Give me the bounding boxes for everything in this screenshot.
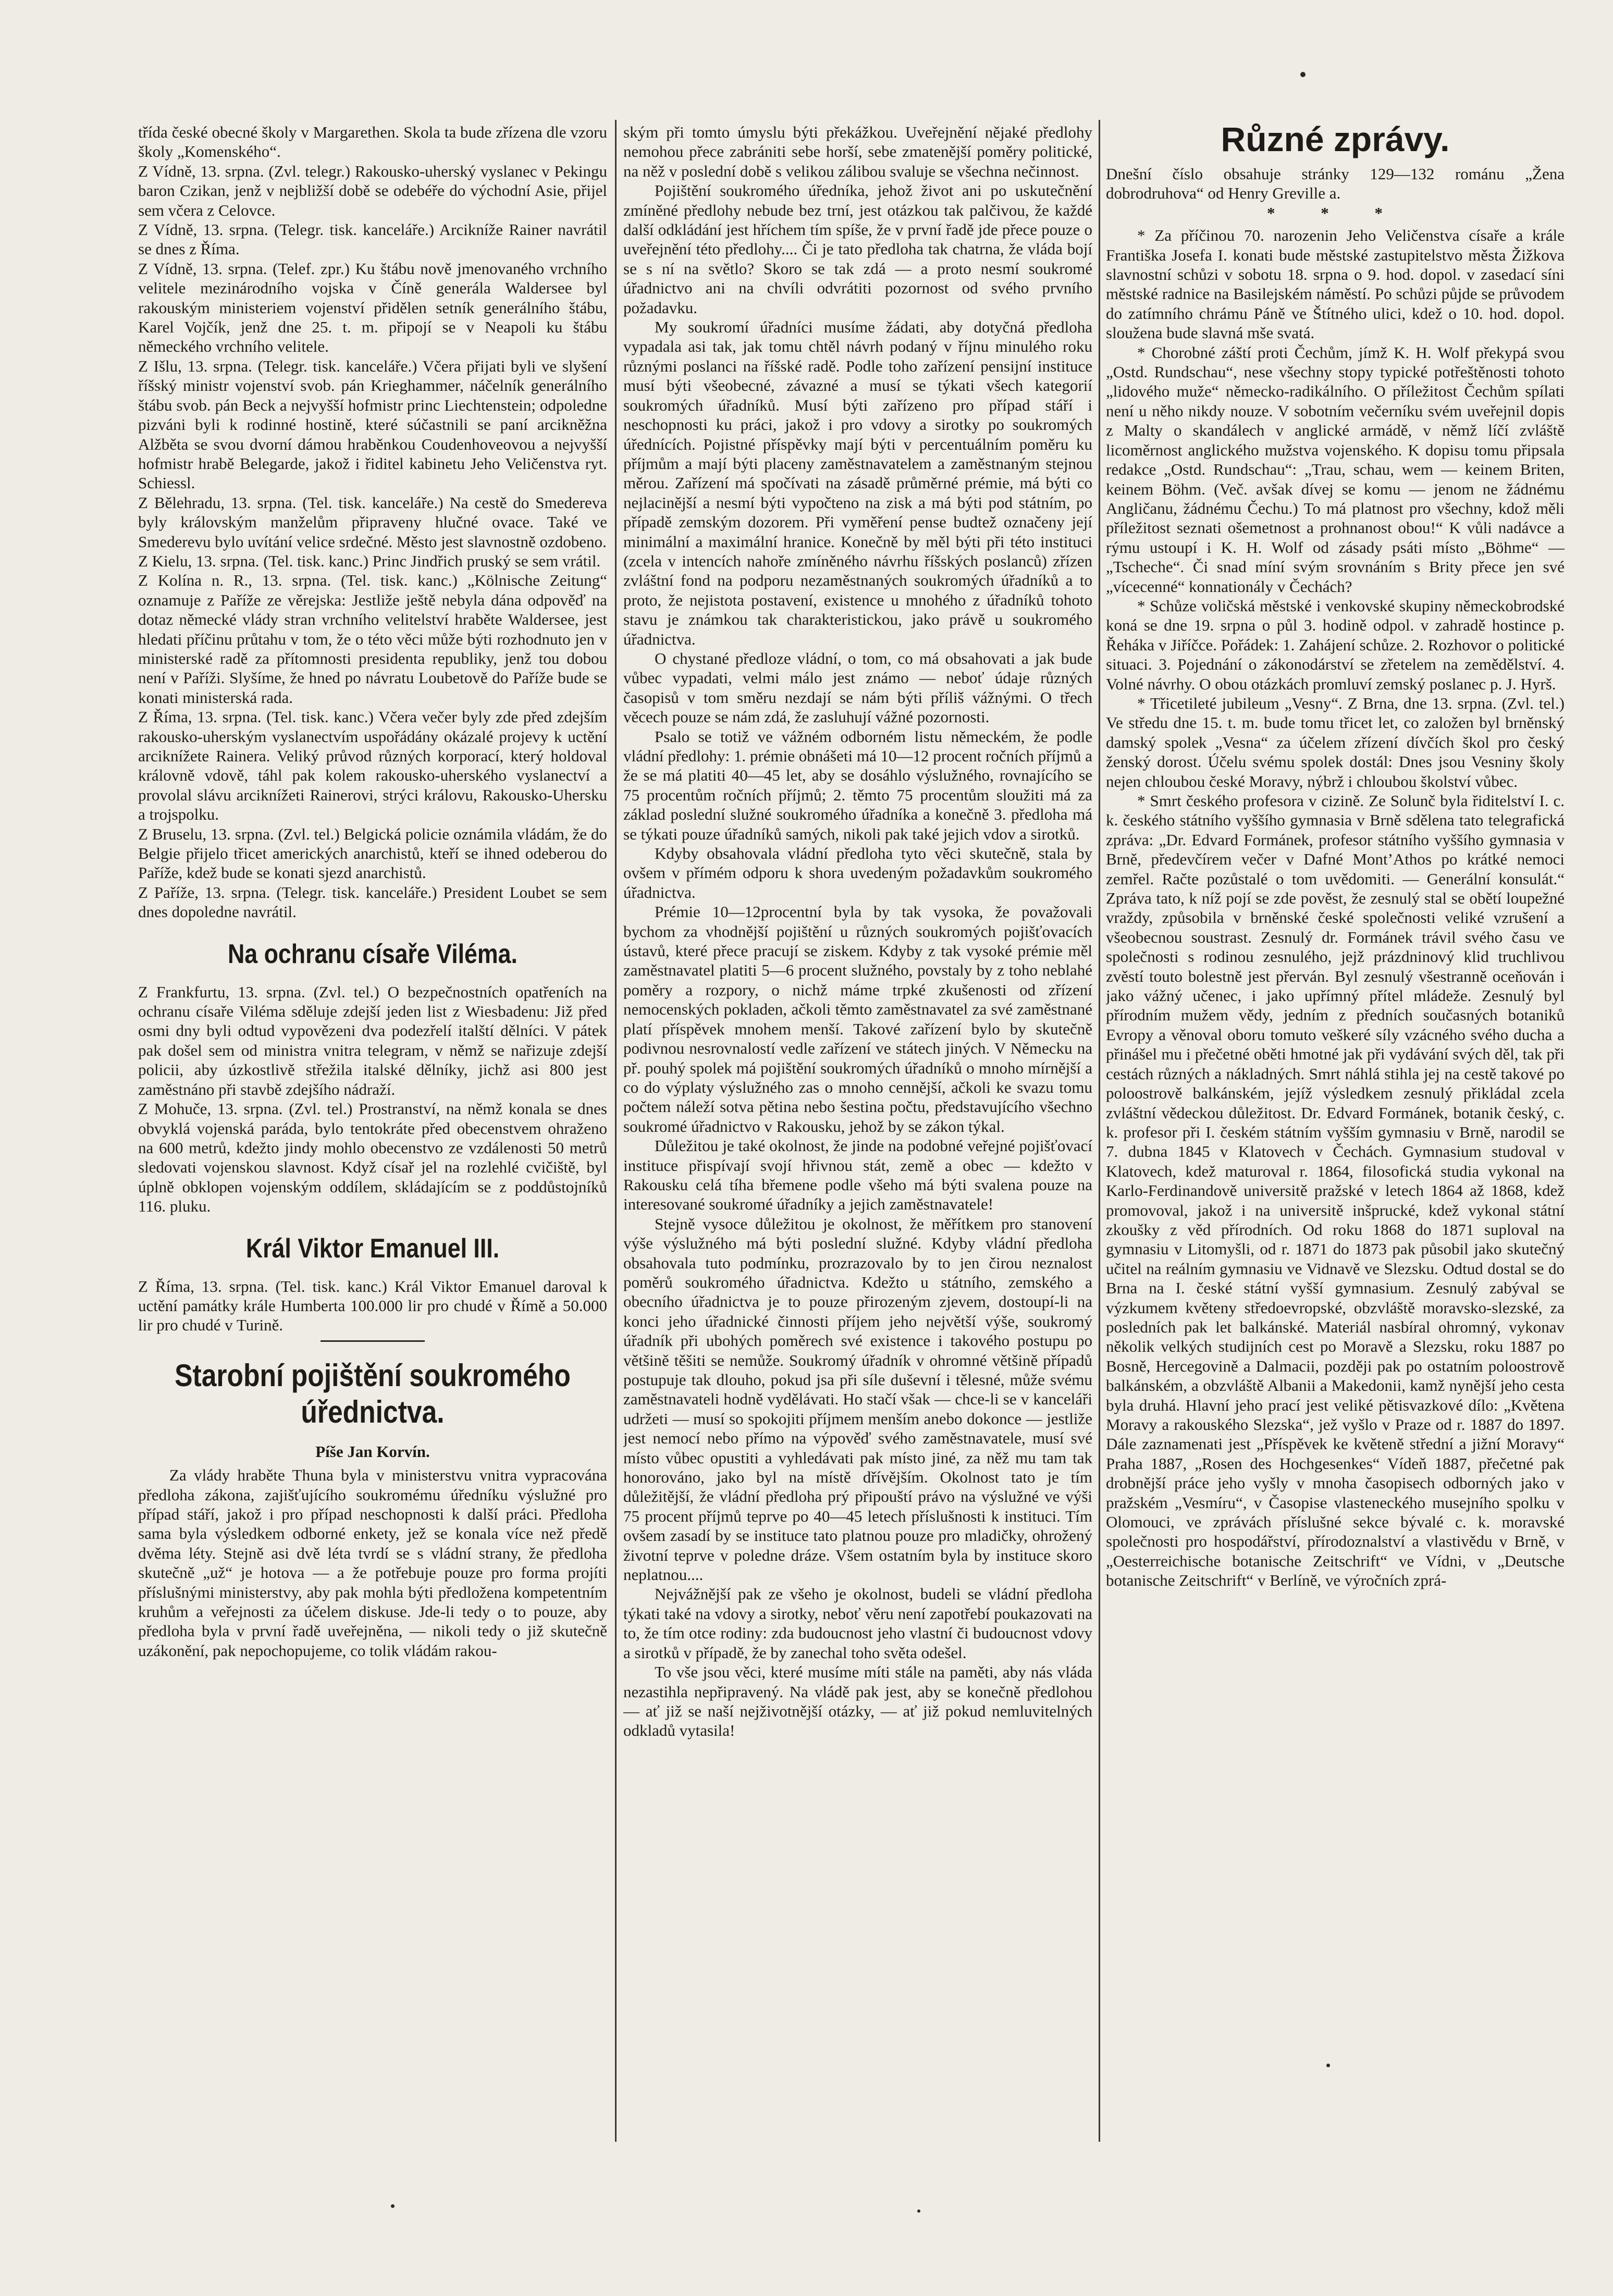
news-paragraph: Z Vídně, 13. srpna. (Telegr. tisk. kanceláře.) Arcikníže Rainer navrátil se dnes z Říma. <box>138 220 607 258</box>
section-divider <box>321 1340 425 1342</box>
news-paragraph: Z Mohuče, 13. srpna. (Zvl. tel.) Prostranství, na němž konala se dnes obvyklá vojenská paráda, bylo tentokráte před obecenstvem ohraženo na 600 metrů, kdežto jindy mohlo obecenstvo ze vzdálenosti 50 metrů sledovati vojenskou slavnost. Když císař jel na rozlehlé cvičiště, byl úplně obklopen vojenským oddílem, skládajícím se z poddůstojníků 116. pluku. <box>138 1100 607 1216</box>
news-paragraph: Z Kolína n. R., 13. srpna. (Tel. tisk. kanc.) „Kölnische Zeitung“ oznamuje z Paříže ze věrejska: Jestliže ještě nebyla dána odpověď na dotaz německé vlády stran vrchního velitelství hraběte Waldersee, jest hledati příčinu průtahu v tom, že o této věci může býti rozhodnuto jen v ministerské radě za přítomnosti presidenta republiky, jenž tou dobou není v Paříži. Slyšíme, že hned po návratu Loubetově do Paříže bude se konati ministerská rada. <box>138 571 607 707</box>
news-paragraph: Z Išlu, 13. srpna. (Telegr. tisk. kanceláře.) Včera přijati byli ve slyšení říšský ministr vojenství svob. pán Krieghammer, náčelník generálního štábu svob. pán Beck a nejvyšší hofmistr princ Liechtenstein; odpoledne pizváni byli k rodinné hostině, které súčastnili se paní arcikněžna Alžběta se svou dvorní dámou hraběnkou Coudenhoveovou a nejvyšší hofmistr hrabě Belegarde, jakož i řiditel kabinetu Jeho Veličenstva ryt. Schiessl. <box>138 356 607 492</box>
news-paragraph: * Za příčinou 70. narozenin Jeho Veličenstva císaře a krále Františka Josefa I. konati bude městské zastupitelstvo města Žižkova slavnostní schůzi v sobotu 18. srpna o 9. hod. dopol. v zasedací síni městské radnice na Basilejském náměstí. Po schůzi půjde se průvodem do zatímního chrámu Páně ve Štítného ulici, kdež o 10. hod. dopol. sloužena bude slavná mše svatá. <box>1106 226 1565 342</box>
section-headline: Starobní pojištění soukromého úřednictva. <box>175 1357 571 1429</box>
print-speck <box>1326 2064 1330 2067</box>
print-speck <box>1300 72 1306 77</box>
news-paragraph: Nejvážnější pak ze všeho je okolnost, budeli se vládní předloha týkati také na vdovy a sirotky, neboť věru není zapotřebí poukazovati na to, že tím otce rodiny: zda budoucnost jeho vlastní či budoucnost vdovy a sirotků v případě, že by zanechal toho světa odešel. <box>623 1585 1092 1662</box>
news-paragraph: Psalo se totiž ve vážném odborném listu německém, že podle vládní předlohy: 1. prémie obnášeti má 10—12 procent ročních příjmů a že se má platiti 40—45 let, aby se dosáhlo výslužného, rovnajícího se 75 procentům ročních příjmů; 2. těmto 75 procentům sloužiti má za základ poslední služné soukromého úřadníka a konečně 3. předloha má se týkati pouze úřadníků samých, nikoli pak také jejich vdov a sirotků. <box>623 727 1092 843</box>
news-paragraph: ským při tomto úmyslu býti překážkou. Uveřejnění nějaké předlohy nemohou přece zabrániti sebe horší, sebe zmatenější poměry politické, na něž v poslední době s velikou zálibou svaluje se všechna nečinnost. <box>623 123 1092 180</box>
asterisk-separator: * * * <box>1267 203 1403 222</box>
news-paragraph: Z Bělehradu, 13. srpna. (Tel. tisk. kanceláře.) Na cestě do Smedereva byly královským manželům připraveny hlučné ovace. Také ve Smederevu bylo uvítání velice srdečné. Město jest slavnostně ozdobeno. <box>138 493 607 551</box>
news-paragraph: My soukromí úřadníci musíme žádati, aby dotyčná předloha vypadala asi tak, jak tomu chtěl návrh podaný v říjnu minulého roku různými poslanci na říšské radě. Podle toho zařízení pensijní instituce musí býti všeobecné, závazné a musí se týkati všech kategorií soukromých úřadníků. Musí býti zařízeno pro případ stáří i neschopnosti ku práci, jakož i pro vdovy a sirotky po soukromých úřednících. Pojistné příspěvky mají býti v percentuálním poměru ku příjmům a mají býti placeny zaměstnavatelem a zaměstnaným stejnou měrou. Zařízení má spočívati na zásadě průměrné prémie, má býti co nejlacinější a nesmí býti vypočteno na zisk a má býti pod státním, po případě zemským dozorem. Při vyměření pense budtež označeny její minimální a maximální hranice. Konečně by měl býti při této instituci (zcela v intencích nahoře zmíněného návrhu říšských poslanců) zřízen zvláštní fond na podporu nezaměstnaných soukromých úřadníků a to proto, že nejistota postavení, existence u mnohého z úřadníků tohoto stavu je známkou tak charakteristickou, jako právě u soukromého úřadnictva. <box>623 318 1092 648</box>
news-paragraph: Z Vídně, 13. srpna. (Zvl. telegr.) Rakousko-uherský vyslanec v Pekingu baron Czikan, jenž v nejbližší době se odebéře do východní Asie, přijel sem včera z Celovce. <box>138 162 607 219</box>
column-left <box>138 122 607 2134</box>
print-speck <box>391 2204 395 2208</box>
news-paragraph: To vše jsou věci, které musíme míti stále na paměti, aby nás vláda nezastihla nepřipravený. Na vládě pak jest, aby se konečně předlohou — ať již se naší nejživotnější otázky, — ať již pokud nemluvitelných odkladů vytasila! <box>623 1663 1092 1740</box>
section-headline: Na ochranu císaře Viléma. <box>228 939 518 969</box>
news-paragraph: Z Frankfurtu, 13. srpna. (Zvl. tel.) O bezpečnostních opatřeních na ochranu císaře Viléma sděluje zdejší jeden list z Wiesbadenu: Již před osmi dny byli odtud vypovězeni dva podezřelí italští dělníci. V pátek pak došel sem od ministra vnitra telegram, v němž se nařizuje zdejší policii, aby úzkostlivě střežila italské dělníky, jichž asi 800 jest zaměstnáno při stavbě zdejšího nádraží. <box>138 982 607 1098</box>
news-paragraph: Důležitou je také okolnost, že jinde na podobné veřejné pojišťovací instituce přispívají svojí hřivnou stát, země a obec — kdežto v Rakousku celá tíha břemene podle všeho má býti svalena pouze na interesované soukromé úřadníky a jejich zaměstnavatele! <box>623 1137 1092 1214</box>
news-paragraph: Z Vídně, 13. srpna. (Telef. zpr.) Ku štábu nově jmenovaného vrchního velitele mezinárodního vojska v Číně generála Waldersee byl rakouským ministeriem vojenství přidělen setník generálního štábu, Karel Vojčík, jenž dne 25. t. m. připojí se v Neapoli ku štábu německého vrchního velitele. <box>138 259 607 356</box>
section-headline: Různé zprávy. <box>1221 122 1450 158</box>
news-paragraph: třída české obecné školy v Margarethen. Skola ta bude zřízena dle vzoru školy „Komenského“. <box>138 123 607 161</box>
news-paragraph: Z Paříže, 13. srpna. (Telegr. tisk. kanceláře.) President Loubet se sem dnes dopoledne navrátil. <box>138 883 607 921</box>
news-paragraph: * Schůze voličská městské i venkovské skupiny německobrodské koná se dne 19. srpna o půl 3. hodině odpol. v zahradě hostince p. Řeháka v Jiříčce. Pořádek: 1. Zahájení schůze. 2. Rozhovor o politické situaci. 3. Pojednání o zákonodárství se zřetelem na zemědělství. 4. Volné návrhy. O obou otázkách promluví zemský poslanec p. J. Hyrš. <box>1106 596 1565 693</box>
news-paragraph: Stejně vysoce důležitou je okolnost, že měřítkem pro stanovení výše výslužného má býti poslední služné. Kdyby vládní předloha obsahovala tuto podmínku, prozrazovalo by to jen čirou neznalost poměrů soukromého úřadnictva. Kdežto u státního, zemského a obecního úřadnictva je to pouze přirozeným zjevem, dostoupí-li na konci jeho úřadnické činnosti příjem jeho největší výše, soukromý úřadník při ubohých poměrech své existence i takového postupu po většině těšiti se nemůže. Soukromý úřadník v ohromné většině případů postupuje tak dlouho, pokud jsa při síle duševní i tělesné, může svému zaměstnavateli hodně vydělávati. Ho stačí však — chce-li se v kanceláři udržeti — musí so spokojiti příjmem menším anebo dokonce — jestliže jest nemocí nebo přímo na výpověď svého zaměstnavatele, musí své místo vůbec opustiti a vyhledávati pak místo jiné, za něž mu tam tak honorováno, jako byl na místě dřívějším. Okolnost tato je tím důležitější, že vládní předloha prý připouští právo na výslužné ve výši 75 procent příjmů teprve po 40—45 letech příslušnosti k instituci. Tím ovšem zasadí by se instituce tato platnou pouze pro mladičky, ohrožený životní teprve v poledne dráze. Všem ostatním byla by instituce skoro neplatnou.... <box>623 1214 1092 1584</box>
section-headline: Král Viktor Emanuel III. <box>245 1233 500 1264</box>
news-paragraph: * Smrt českého profesora v cizině. Ze Solunč byla řiditelství I. c. k. českého státního vyššího gymnasia v Brně sdělena tato telegrafická zpráva: „Dr. Edvard Formánek, profesor státního vyššího gymnasia v Brně, předevčírem večer v Dafné Mont’Athos po krátké nemoci zemřel. Račte pozůstalé o tom uvědomiti. — Generální konsulát.“ Zpráva tato, k níž pojí se zde pověst, že zesnulý stal se obětí loupežné vraždy, způsobila v brněnské české společnosti veliké vzrušení a všeobecnou soustrast. Zesnulý dr. Formánek trávil svého času ve společnosti s rodinou zesnulého, jejž prázdninový klid truchlivou zvěstí touto bolestně jest přerván. Byl zesnulý všestranně oceňován i jako vážný učenec, i jako upřímný přítel mládeže. Zesnulý byl přírodním mužem vědy, jedním z předních současných botaniků Evropy a věnoval oboru tomuto veškeré síly vzácného svého ducha a přinášel mu i přečetné oběti hmotné jak při vydávání svých děl, tak při cestách různých a nákladných. Smrt náhlá stihla jej na cestě takové po poloostrově balkánském, jejíž výsledkem zesnulý přikládal zcela zvláštní vědeckou důležitost. Dr. Edvard Formánek, botanik český, c. k. profesor při I. českém státním vyšším gymnasiu v Brně, narodil se 7. dubna 1845 v Klatovech v Čechách. Gymnasium studoval v Klatovech, kdež maturoval r. 1864, filosofická studia vykonal na Karlo-Ferdinandově universitě pražské v letech 1864 až 1868, kdež promovoval, jakož i na universitě inšprucké, kdež vykonal státní zkoušky z věd přírodních. Od roku 1868 do 1871 suploval na gymnasiu v Litomyšli, od r. 1871 do 1873 pak působil jako skutečný učitel na reálním gymnasiu ve Vidnavě ve Slezsku. Odtud dostal se do Brna na I. české státní vyšší gymnasium. Zesnulý zabýval se výzkumem květeny středoevropské, obzvláště moravsko-slezské, za posledních pak let balkánské. Materiál nasbíral ohromný, vykonav několik velkých studijních cest po Moravě a Slezsku, roku 1887 po Bosně, Hercegovině a Dalmacii, později pak po ostatním poloostrově balkánském, a obzvláště Albanii a Makedonii, kamž nynější jeho cesta byla druhá. Hlavní jeho prací jest veliké pětisvazkové dílo: „Květena Moravy a rakouského Slezska“, jež vyšlo v Praze od r. 1887 do 1897. Dále zaznamenati jest „Příspěvek ke květeně střední a jižní Moravy“ Praha 1887, „Rosen des Hochgesenkes“ Vídeň 1887, přečetné pak drobnější práce jeho vyšly v mnoha časopisech odborných jako v pražském „Vesmíru“, v Časopise vlasteneckého musejního spolku v Olomouci, ve zprávách příslušné sekce bývalé c. k. moravské společnosti pro hospodářství, přírodoznalství a vlastivědu v Brně, v „Oesterreichische botanische Zeitschrift“ ve Vídni, v „Deutsche botanische Zeitschrift“ v Berlíně, ve výročních zprá- <box>1106 792 1565 1590</box>
column-rule-right <box>1099 120 1100 2142</box>
article-byline: Píše Jan Korvín. <box>315 1442 430 1461</box>
news-paragraph: Dnešní číslo obsahuje stránky 129—132 románu „Žena dobrodruhova“ od Henry Greville a. <box>1106 165 1565 203</box>
column-rule-left <box>615 120 617 2142</box>
print-speck <box>917 2209 920 2213</box>
column-right <box>1106 122 1565 2134</box>
news-paragraph: Pojištění soukromého úředníka, jehož život ani po uskutečnění zmíněné předlohy nebude bez trní, jest otázkou tak palčivou, že každé další odkládání jest hříchem tím spíše, že v první řadě jde přece pouze o uveřejnění této předlohy.... Či je tato předloha tak chatrna, že vláda bojí se s ní na světlo? Skoro se tak zdá — a proto nesmí soukromé úřadnictvo ani na chvíli odvrátiti pozornost od svého prvního požadavku. <box>623 181 1092 317</box>
news-paragraph: Z Říma, 13. srpna. (Tel. tisk. kanc.) Včera večer byly zde před zdejším rakousko-uherským vyslanectvím uspořádány okázalé projevy k uctění arciknížete Rainera. Veliký průvod různých korporací, který holdoval královně vdově, táhl pak kolem rakousko-uherského vyslanectví a provolal slávu arciknížeti Rainerovi, strýci královu, Rakousko-Uhersku a trojspolku. <box>138 708 607 824</box>
news-paragraph: O chystané předloze vládní, o tom, co má obsahovati a jak bude vůbec vypadati, velmi málo jest známo — neboť údaje různých časopisů v tom směru nezdají se nám býti příliš vážnými. O třech věcech pouze se nám zdá, že zasluhují vážné pozornosti. <box>623 649 1092 726</box>
news-paragraph: Z Bruselu, 13. srpna. (Zvl. tel.) Belgická policie oznámila vládám, že do Belgie přijelo třicet amerických anarchistů, kteří se ihned odeberou do Paříže, kdež bude se konati sjezd anarchistů. <box>138 824 607 882</box>
column-middle <box>623 122 1092 2134</box>
news-paragraph: Z Kielu, 13. srpna. (Tel. tisk. kanc.) Princ Jindřich pruský se sem vrátil. <box>138 551 601 570</box>
news-paragraph: Za vlády hraběte Thuna byla v ministerstvu vnitra vypracována předloha zákona, zajišťujícího soukromému úředníku výslužné pro případ stáří, jakož i pro případ neschopnosti k další práci. Předloha sama byla výsledkem odborné enkety, jež se konala více než předě dvěma léty. Stejně asi dvě léta tvrdí se s vládní strany, že předloha skutečně „už“ je hotova — a že potřebuje pouze pro forma projíti příslušnými ministerstvy, aby pak mohla býti předložena kompetentním kruhům a veřejnosti za účelem diskuse. Jde-li tedy o to pouze, aby předloha byla v první řadě uveřejněna, — nikoli tedy o již skutečně uzákonění, pak nepochopujeme, co tolik vládám rakou- <box>138 1466 607 1660</box>
news-paragraph: * Chorobné záští proti Čechům, jímž K. H. Wolf překypá svou „Ostd. Rundschau“, nese všechny stopy typické potřeštěnosti tohoto „lidového muže“ německo-radikálního. O příležitost Čechům spílati není u něho nikdy nouze. V sobotním večerníku svém uveřejnil dopis z Malty o skandálech v anglické armádě, v němž líčí zvláště licoměrnost anglického mužstva vojenského. K dopisu tomu připsala redakce „Ostd. Rundschau“: „Trau, schau, wem — keinem Briten, keinem Böhm. (Več. avšak dívej se komu — jenom ne žádnému Angličanu, žádnému Čechu.) To má platnost pro všechny, kdož měli příležitost seznati ošemetnost a prohnanost obou!“ K vůli nadávce a rýmu ustoupí i K. H. Wolf od zásady psáti místo „Böhme“ — „Tscheche“. Či snad míní svým srovnáním s Brity přece jen své „vícecenné“ konnationály v Čechách? <box>1106 343 1565 596</box>
news-paragraph: Z Říma, 13. srpna. (Tel. tisk. kanc.) Král Viktor Emanuel daroval k uctění památky krále Humberta 100.000 lir pro chudé v Římě a 50.000 lir pro chudé v Turině. <box>138 1277 607 1335</box>
news-paragraph: * Třicetileté jubileum „Vesny“. Z Brna, dne 13. srpna. (Zvl. tel.) Ve středu dne 15. t. m. bude tomu třicet let, co založen byl brněnský damský spolek „Vesna“ za účelem zřízení dívčích škol pro český ženský dorost. Účelu svému spolek dostál: Dnes jsou Vesniny školy nejen chloubou české Moravy, nýbrž i chloubou školství vůbec. <box>1106 694 1565 791</box>
news-paragraph: Prémie 10—12procentní byla by tak vysoka, že považovali bychom za vhodnější pojištění u různých soukromých pojišťovacích ústavů, které přece pracují se ziskem. Kdyby z tak vysoké prémie měl zaměstnavatel platiti 5—6 procent služného, povstaly by z toho neblahé poměry a rozpory, o nichž máme trpké zkušenosti od zřízení nemocenských pokladen, ačkoli těmto zaměstnavatel za své zaměstnané platí příspěvek mnohem menší. Takové zařízení bylo by skutečně podivnou nesrovnalostí vedle zařízení ve státech jiných. V Německu na př. pouhý spolek má pojištění soukromých úřadníků o mnoho mírnější a co do výplaty výslužného zas o mnoho cennější, ačkoli ke svazu tomu počtem náleží sotva pětina nebo šestina počtu, představujícího všechno soukromé úřadnictvo v Rakousku, jehož by se zákon týkal. <box>623 903 1092 1135</box>
news-paragraph: Kdyby obsahovala vládní předloha tyto věci skutečně, stala by ovšem v přímém odporu k shora uvedeným požadavkům soukromého úřadnictva. <box>623 844 1092 902</box>
